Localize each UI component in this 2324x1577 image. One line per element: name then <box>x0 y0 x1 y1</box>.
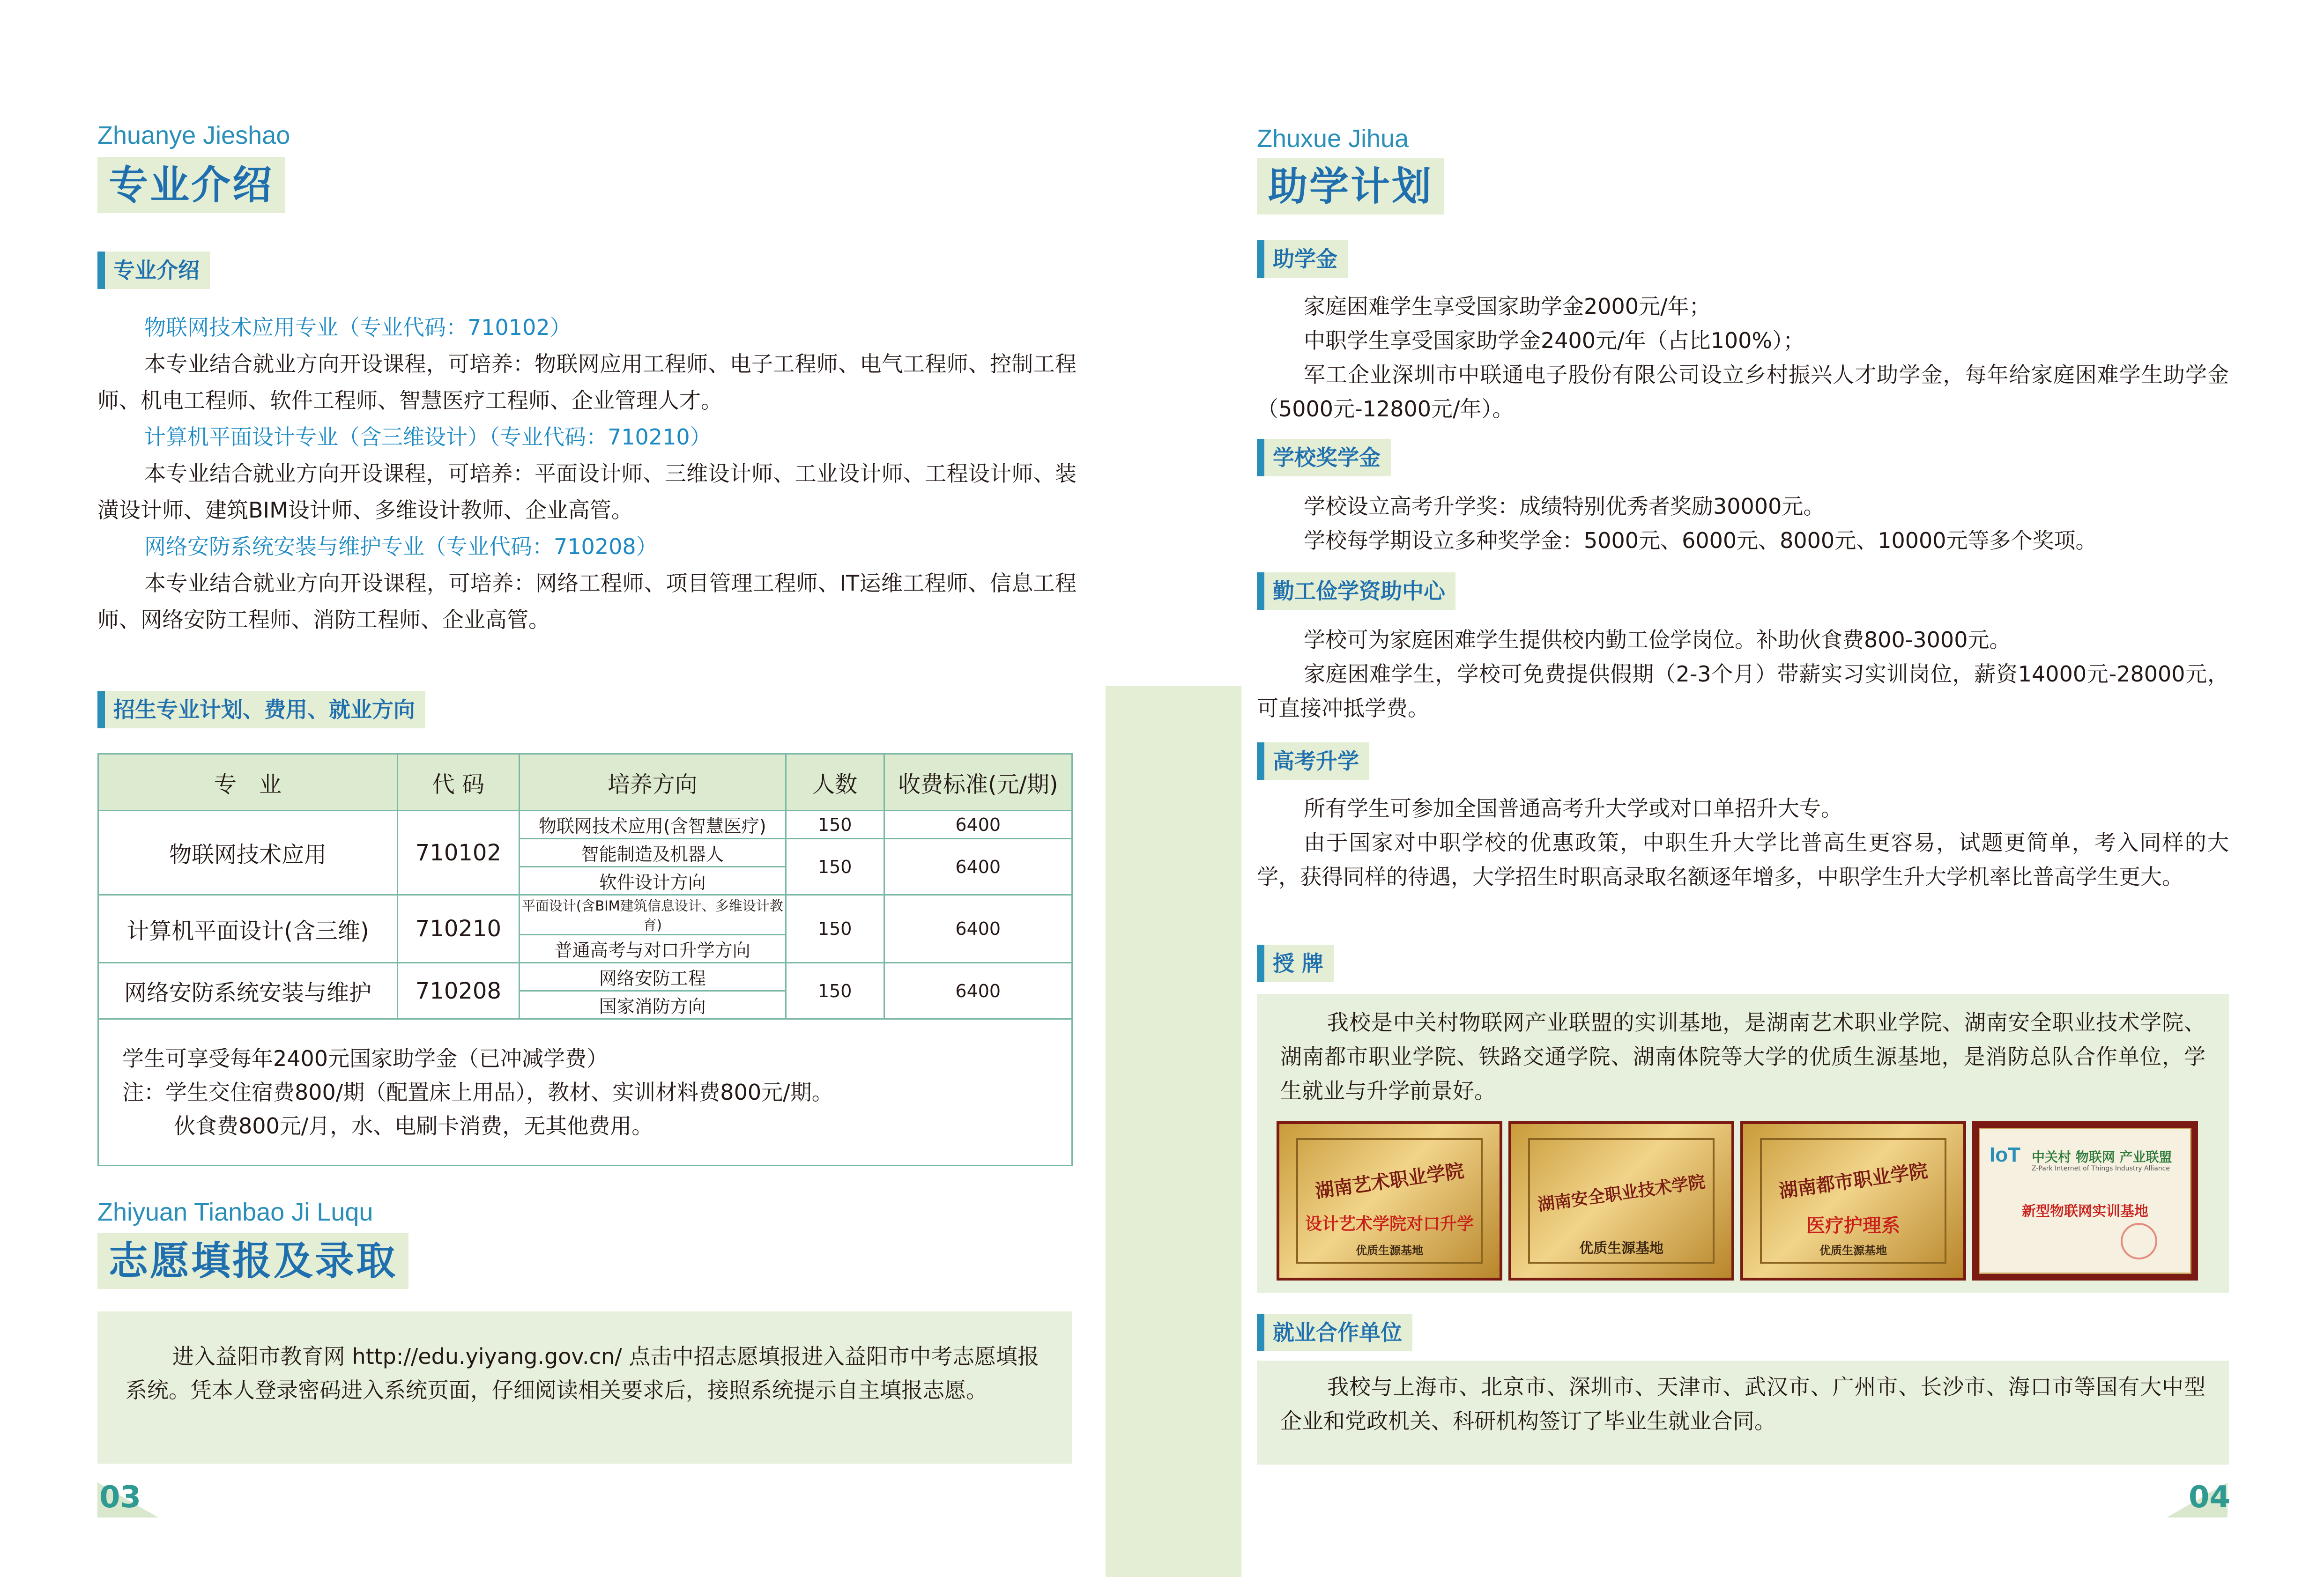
fee-cell: 6400 <box>884 839 1072 895</box>
plaque-label: 医疗护理系 <box>1806 1214 1900 1236</box>
text-line: 所有学生可参加全国普通高考升大学或对口单招升大专。 <box>1304 796 1842 821</box>
direction-cell: 普通高考与对口升学方向 <box>519 935 786 963</box>
text-line: 学校设立高考升学奖：成绩特别优秀者奖励30000元。 <box>1304 494 1825 519</box>
plaque-institution: 湖南安全职业技术学院 <box>1537 1172 1707 1215</box>
subsection-heading: 助学金 <box>1257 240 1348 278</box>
plaque-institution: 湖南艺术职业学院 <box>1314 1159 1466 1203</box>
code-cell: 710102 <box>397 811 519 895</box>
subsection-heading: 授 牌 <box>1257 945 1334 982</box>
text-line: 学校每学期设立多种奖学金：5000元、6000元、8000元、10000元等多个奖项。 <box>1304 528 2097 553</box>
award-box <box>1257 994 2229 1293</box>
table-row <box>98 895 1072 935</box>
section-title: 志愿填报及录取 <box>97 1233 408 1289</box>
text-line: 军工企业深圳市中联通电子股份有限公司设立乡村振兴人才助学金，每年给家庭困难学生助学金（5000元-12800元/年）。 <box>1257 362 2229 422</box>
column-header: 人数 <box>786 754 884 811</box>
section-title: 助学计划 <box>1257 158 1444 215</box>
certificate-seal-icon <box>2121 1223 2157 1259</box>
plaque-label: 设计艺术学院对口升学 <box>1305 1214 1474 1234</box>
text-line: 中职学生享受国家助学金2400元/年（占比100%）； <box>1304 328 1805 353</box>
count-cell: 150 <box>786 895 884 963</box>
award-plaque <box>1508 1121 1734 1281</box>
column-header: 专 业 <box>98 754 398 811</box>
section-pinyin-heading: Zhuxue Jihua <box>1257 125 1409 153</box>
table-header-row <box>98 754 1072 811</box>
major-description: 本专业结合就业方向开设课程，可培养：网络工程师、项目管理工程师、IT运维工程师、信息工程师、网络安防工程师、消防工程师、企业高管。 <box>97 570 1077 632</box>
column-header: 代 码 <box>397 754 519 811</box>
table-row <box>98 811 1072 839</box>
direction-cell: 网络安防工程 <box>519 963 786 991</box>
table-note: 学生可享受每年2400元国家助学金（已冲减学费） <box>122 1046 609 1071</box>
major-name: 计算机平面设计专业（含三维设计）（专业代码：710210） <box>144 424 712 450</box>
subsection-heading: 学校奖学金 <box>1257 439 1391 476</box>
plaque-caption: 优质生源基地 <box>1356 1244 1423 1257</box>
table-note: 注：学生交住宿费800/期（配置床上用品），教材、实训材料费800元/期。 <box>122 1080 833 1105</box>
scholarship-text <box>1257 489 2229 558</box>
major-introduction <box>97 309 1077 638</box>
direction-cell: 物联网技术应用(含智慧医疗) <box>519 811 786 839</box>
award-certificate <box>1972 1121 2198 1281</box>
section-pinyin-heading: Zhuanye Jieshao <box>97 121 290 149</box>
employment-text: 我校与上海市、北京市、深圳市、天津市、武汉市、广州市、长沙市、海口市等国有大中型企业和党政机关、科研机构签订了毕业生就业合同。 <box>1280 1374 2205 1434</box>
plaque-caption: 优质生源基地 <box>1819 1244 1887 1257</box>
table-notes-row <box>98 1019 1072 1166</box>
application-info-text: 进入益阳市教育网 http://edu.yiyang.gov.cn/ 点击中招志愿填报进入益阳市中考志愿填报系统。凭本人登录密码进入系统页面，仔细阅读相关要求后，接照系统提示自主填报志愿。 <box>126 1344 1039 1403</box>
count-cell: 150 <box>786 811 884 839</box>
major-cell: 网络安防系统安装与维护 <box>98 963 398 1019</box>
grant-text <box>1257 289 2229 426</box>
count-cell: 150 <box>786 839 884 895</box>
enrollment-plan-table <box>97 753 1073 1166</box>
count-cell: 150 <box>786 963 884 1019</box>
column-header: 培养方向 <box>519 754 786 811</box>
center-divider-strip <box>1106 686 1241 1577</box>
work-study-text <box>1257 623 2229 726</box>
major-cell: 物联网技术应用 <box>98 811 398 895</box>
iot-logo-icon: IoT <box>1990 1143 2020 1166</box>
text-line: 家庭困难学生享受国家助学金2000元/年； <box>1304 294 1711 319</box>
major-cell: 计算机平面设计(含三维) <box>98 895 398 963</box>
award-text: 我校是中关村物联网产业联盟的实训基地，是湖南艺术职业学院、湖南安全职业技术学院、湖南都市职业学院、铁路交通学院、湖南体院等大学的优质生源基地，是消防总队合作单位，学生就业与升学前景好。 <box>1280 1010 2205 1103</box>
table-row <box>98 963 1072 991</box>
award-plaque <box>1740 1121 1966 1281</box>
major-name: 网络安防系统安装与维护专业（专业代码：710208） <box>144 534 658 559</box>
code-cell: 710210 <box>397 895 519 963</box>
fee-cell: 6400 <box>884 963 1072 1019</box>
plaque-institution: 湖南都市职业学院 <box>1777 1159 1930 1203</box>
direction-cell: 国家消防方向 <box>519 991 786 1019</box>
certificate-alliance: 中关村 物联网 产业联盟 <box>2032 1149 2172 1165</box>
page-number: 03 <box>99 1480 141 1515</box>
subsection-heading: 高考升学 <box>1257 742 1369 780</box>
code-cell: 710208 <box>397 963 519 1019</box>
text-line: 学校可为家庭困难学生提供校内勤工俭学岗位。补助伙食费800-3000元。 <box>1304 627 2011 652</box>
fee-cell: 6400 <box>884 895 1072 963</box>
direction-cell: 平面设计(含BIM建筑信息设计、多维设计教育) <box>519 895 786 935</box>
section-pinyin-heading: Zhiyuan Tianbao Ji Luqu <box>97 1198 373 1226</box>
certificate-english: Z-Park Internet of Things Industry Alliance <box>2032 1165 2170 1172</box>
college-entrance-text <box>1257 792 2229 894</box>
section-title: 专业介绍 <box>97 157 285 213</box>
major-description: 本专业结合就业方向开设课程，可培养：物联网应用工程师、电子工程师、电气工程师、控制工程师、机电工程师、软件工程师、智慧医疗工程师、企业管理人才。 <box>97 351 1077 413</box>
direction-cell: 软件设计方向 <box>519 867 786 895</box>
subsection-heading: 专业介绍 <box>97 252 210 289</box>
table-note: 伙食费800元/月，水、电刷卡消费，无其他费用。 <box>174 1113 653 1139</box>
text-line: 由于国家对中职学校的优惠政策，中职生升大学比普高生更容易，试题更简单，考入同样的大学，获得同样的待遇，大学招生时职高录取名额逐年增多，中职学生升大学机率比普高学生更大。 <box>1257 830 2229 889</box>
major-name: 物联网技术应用专业（专业代码：710102） <box>144 315 572 340</box>
page-number: 04 <box>2189 1480 2231 1515</box>
plaque-caption: 优质生源基地 <box>1579 1240 1663 1257</box>
major-description: 本专业结合就业方向开设课程，可培养：平面设计师、三维设计师、工业设计师、工程设计师、装潢设计师、建筑BIM设计师、多维设计教师、企业高管。 <box>97 461 1077 523</box>
subsection-heading: 勤工俭学资助中心 <box>1257 572 1455 610</box>
text-line: 家庭困难学生，学校可免费提供假期（2-3个月）带薪实习实训岗位，薪资14000元-28000元，可直接冲抵学费。 <box>1257 661 2229 721</box>
employment-box <box>1257 1361 2229 1465</box>
direction-cell: 智能制造及机器人 <box>519 839 786 867</box>
subsection-heading: 招生专业计划、费用、就业方向 <box>97 691 425 728</box>
column-header: 收费标准(元/期) <box>884 754 1072 811</box>
application-info-box <box>97 1311 1072 1464</box>
certificate-title: 新型物联网实训基地 <box>2022 1203 2148 1220</box>
subsection-heading: 就业合作单位 <box>1257 1314 1412 1351</box>
award-plaque <box>1277 1121 1502 1281</box>
fee-cell: 6400 <box>884 811 1072 839</box>
